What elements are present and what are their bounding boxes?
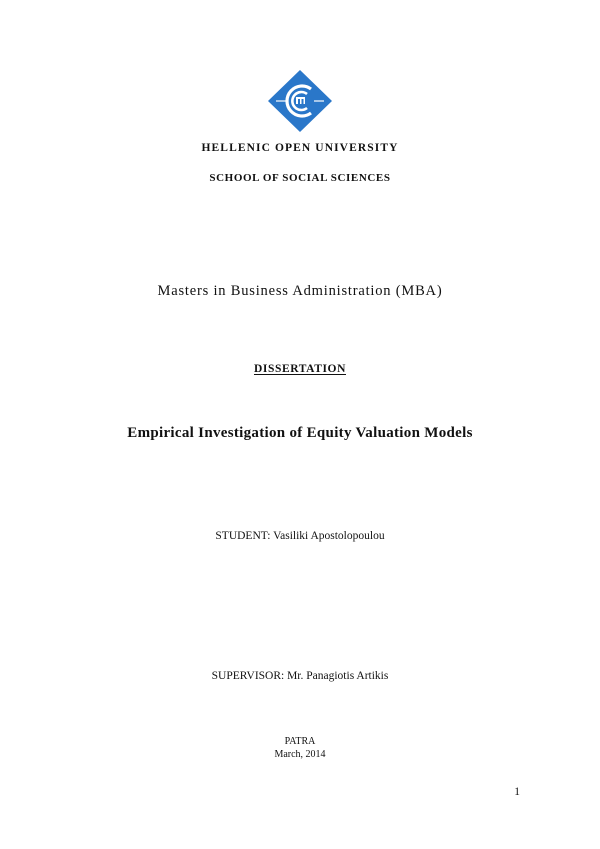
supervisor-line: SUPERVISOR: Mr. Panagiotis Artikis xyxy=(211,670,389,682)
page-number: 1 xyxy=(514,786,520,798)
program-name: Masters in Business Administration (MBA) xyxy=(157,283,443,299)
document-type xyxy=(0,363,600,375)
university-logo-icon xyxy=(268,70,332,132)
document-type-label: DISSERTATION xyxy=(253,363,346,375)
school-name: SCHOOL OF SOCIAL SCIENCES xyxy=(209,172,391,184)
dissertation-title: Empirical Investigation of Equity Valuation Models xyxy=(127,425,473,441)
date: March, 2014 xyxy=(274,749,326,760)
university-name: HELLENIC OPEN UNIVERSITY xyxy=(201,142,399,154)
student-line: STUDENT: Vasiliki Apostolopoulou xyxy=(215,530,385,542)
city: PATRA xyxy=(284,736,316,747)
